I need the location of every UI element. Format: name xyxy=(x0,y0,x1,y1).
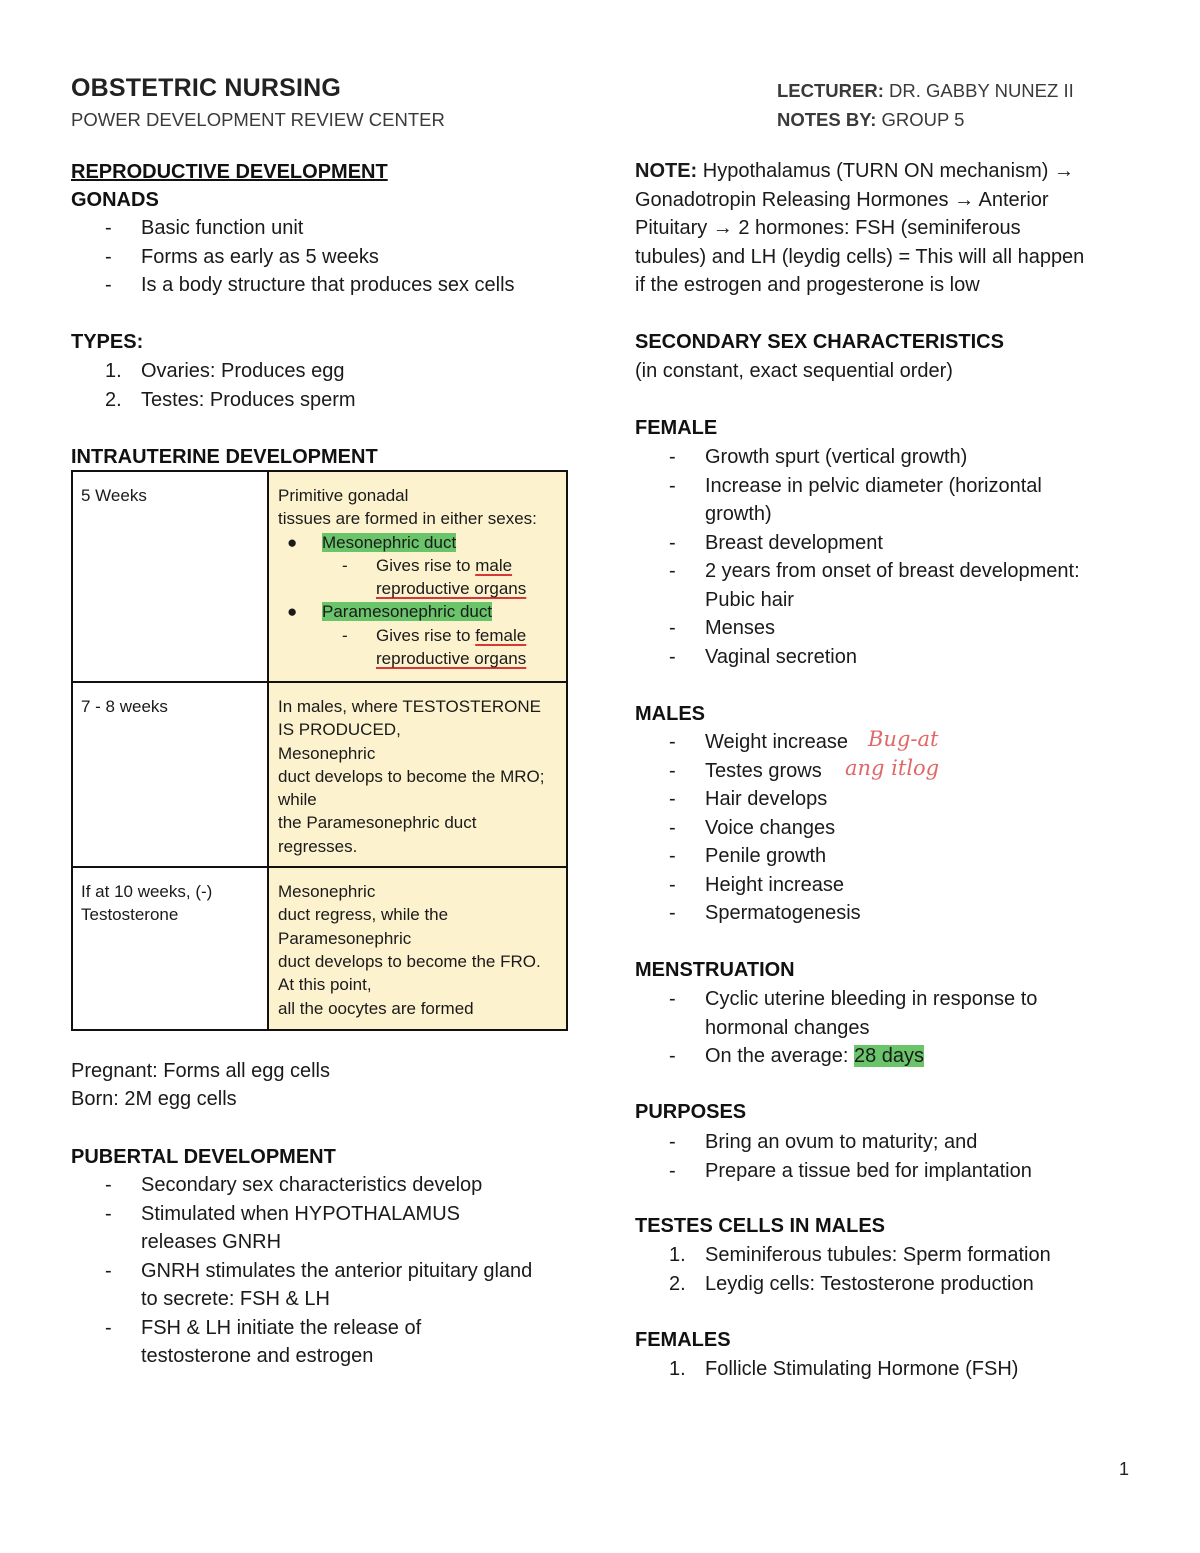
females-list xyxy=(635,1355,1165,1384)
table-cell-time: 7 - 8 weeks xyxy=(72,682,268,867)
list-item: - Vaginal secretion xyxy=(669,645,857,668)
notes-by-value: GROUP 5 xyxy=(876,109,965,130)
bullet-item: ● Mesonephric duct xyxy=(287,532,457,552)
page-number: 1 xyxy=(1119,1459,1130,1479)
document-subtitle: POWER DEVELOPMENT REVIEW CENTER xyxy=(71,109,445,130)
list-item: 2. Testes: Produces sperm xyxy=(105,388,356,411)
handwritten-annotation: ang itlog xyxy=(845,756,940,780)
types-list xyxy=(71,357,591,414)
list-item: - GNRH stimulates the anterior pituitary gland to secrete: FSH & LH xyxy=(105,1259,533,1310)
lecturer-line xyxy=(777,80,1074,102)
table-row xyxy=(72,867,567,1030)
list-item: - Height increase xyxy=(669,873,844,896)
list-item: 1. Seminiferous tubules: Sperm formation xyxy=(669,1244,1051,1266)
table-cell-time: If at 10 weeks, (-) Testosterone xyxy=(72,867,268,1030)
list-item: - Increase in pelvic diameter (horizontal growth) xyxy=(669,474,1042,525)
list-item: - Growth spurt (vertical growth) xyxy=(669,446,968,468)
females-heading: FEMALES xyxy=(635,1329,731,1351)
handwritten-annotation: Bug-at xyxy=(868,727,939,751)
list-item: - Breast development xyxy=(669,531,883,554)
list-item: 1. Ovaries: Produces egg xyxy=(105,360,345,382)
female-list xyxy=(635,443,1165,671)
list-item: - FSH & LH initiate the release of testosterone and estrogen xyxy=(105,1316,422,1367)
list-item: - Penile growth xyxy=(669,845,827,867)
table-cell-description: In males, where TESTOSTERONE IS PRODUCED, Mesonephric duct develops to become the MRO; while the Paramesonephric duct regresses. xyxy=(268,682,567,867)
menstruation-list xyxy=(635,985,1165,1071)
table-row xyxy=(72,682,567,867)
list-item: 1. Follicle Stimulating Hormone (FSH) xyxy=(669,1358,1019,1380)
table-cell-description: Mesonephric duct regress, while the Paramesonephric duct develops to become the FRO. At this point, all the oocytes are formed xyxy=(268,867,567,1030)
notes-by-line xyxy=(777,109,964,131)
list-item: - Is a body structure that produces sex cells xyxy=(105,274,515,296)
pregnant-note: Pregnant: Forms all egg cells xyxy=(71,1060,331,1082)
notes-by-label: NOTES BY: xyxy=(777,109,877,130)
note-label: NOTE: xyxy=(635,160,698,182)
males-heading: MALES xyxy=(635,703,705,725)
list-item: - Basic function unit xyxy=(105,217,304,239)
highlighted-text: 28 days xyxy=(853,1045,925,1067)
lecturer-value: DR. GABBY NUNEZ II xyxy=(883,80,1074,101)
document-title: OBSTETRIC NURSING xyxy=(71,74,342,102)
born-note: Born: 2M egg cells xyxy=(71,1088,237,1110)
pubertal-list xyxy=(71,1171,591,1371)
list-item: - 2 years from onset of breast development: Pubic hair xyxy=(669,560,1080,611)
lecturer-label: LECTURER: xyxy=(777,80,884,101)
list-item: - Secondary sex characteristics develop xyxy=(105,1174,483,1196)
bullet-item: ● Paramesonephric duct xyxy=(287,602,493,622)
list-item: - Voice changes xyxy=(669,816,836,839)
list-item: - On the average: 28 days xyxy=(669,1045,925,1067)
pubertal-heading: PUBERTAL DEVELOPMENT xyxy=(71,1146,336,1168)
purposes-heading: PURPOSES xyxy=(635,1101,747,1123)
types-heading: TYPES: xyxy=(71,331,144,353)
gonads-heading: GONADS xyxy=(71,189,159,211)
reproductive-development-heading: REPRODUCTIVE DEVELOPMENT xyxy=(71,161,388,183)
table-row xyxy=(72,471,567,682)
testes-cells-heading: TESTES CELLS IN MALES xyxy=(635,1215,886,1237)
intrauterine-table xyxy=(71,470,568,1031)
purposes-list xyxy=(635,1128,1165,1185)
secondary-sex-subtitle: (in constant, exact sequential order) xyxy=(635,360,953,382)
secondary-sex-heading: SECONDARY SEX CHARACTERISTICS xyxy=(635,331,1004,353)
gonads-list xyxy=(71,214,591,300)
table-cell-description: Primitive gonadal tissues are formed in either sexes: ● Mesonephric duct - Gives rise to male reproductive organs ● Paramesonephric duct - Gives rise to female reproductive organs xyxy=(268,471,567,682)
highlighted-text: Mesonephric duct xyxy=(322,532,457,552)
list-item: - Prepare a tissue bed for implantation xyxy=(669,1159,1032,1182)
list-item: - Testes grows xyxy=(669,759,822,782)
table-cell-time: 5 Weeks xyxy=(72,471,268,682)
testes-cells-list xyxy=(635,1241,1165,1298)
sub-item: - Gives rise to male reproductive organs xyxy=(342,555,527,599)
sub-item: - Gives rise to female reproductive organs xyxy=(342,625,527,669)
female-heading: FEMALE xyxy=(635,417,718,439)
list-item: 2. Leydig cells: Testosterone production xyxy=(669,1272,1034,1295)
list-item: - Spermatogenesis xyxy=(669,902,861,924)
list-item: - Hair develops xyxy=(669,788,828,810)
list-item: - Forms as early as 5 weeks xyxy=(105,245,379,268)
list-item: - Menses xyxy=(669,617,776,639)
list-item: - Stimulated when HYPOTHALAMUS releases GNRH xyxy=(105,1202,461,1253)
list-item: - Weight increase xyxy=(669,731,849,753)
intrauterine-heading: INTRAUTERINE DEVELOPMENT xyxy=(71,446,378,468)
hypothalamus-note: NOTE: Hypothalamus (TURN ON mechanism) → Gonadotropin Releasing Hormones → Anterior Pituitary → 2 hormones: FSH (seminiferous tubules) and LH (leydig cells) = This will all happen if the estrogen and progesterone is low xyxy=(635,160,1085,296)
highlighted-text: Paramesonephric duct xyxy=(322,602,493,622)
list-item: - Cyclic uterine bleeding in response to hormonal changes xyxy=(669,988,1038,1039)
list-item: - Bring an ovum to maturity; and xyxy=(669,1131,978,1153)
menstruation-heading: MENSTRUATION xyxy=(635,959,795,981)
